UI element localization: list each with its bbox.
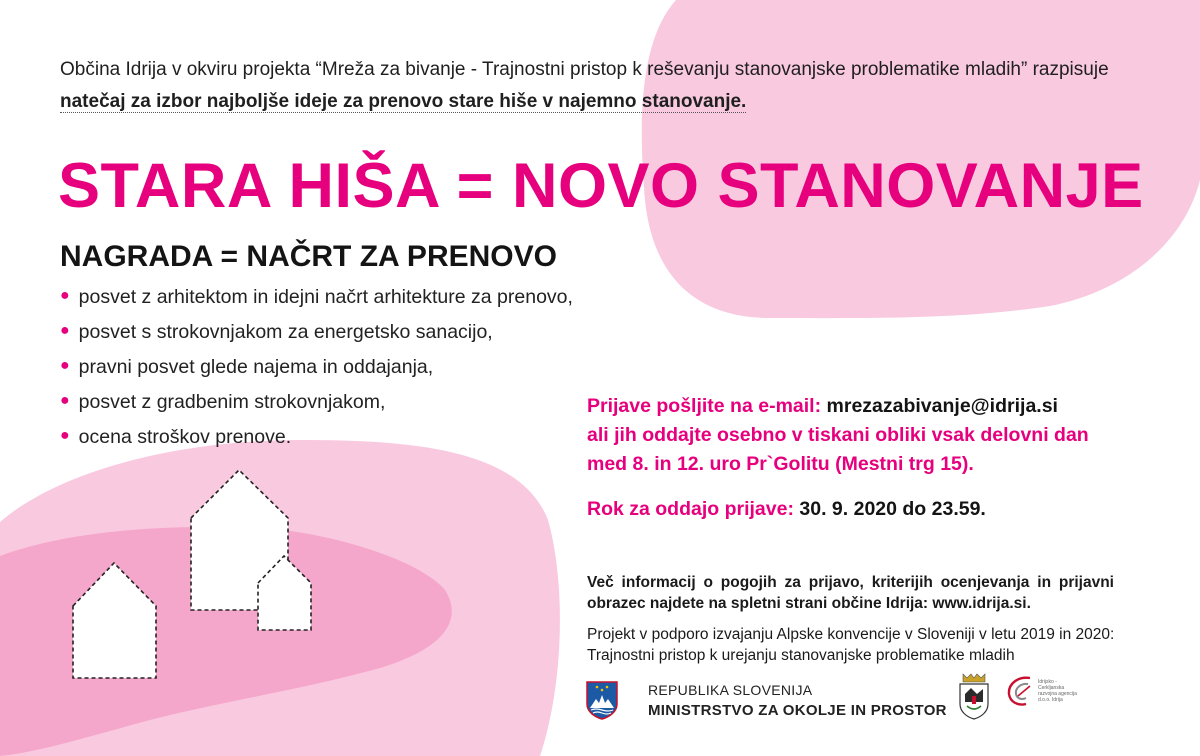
deadline-label: Rok za oddajo prijave: [587, 498, 794, 520]
deadline-value: 30. 9. 2020 do 23.59. [799, 498, 986, 520]
ministry-line-2: MINISTRSTVO ZA OKOLJE IN PROSTOR [648, 702, 947, 719]
application-info [587, 392, 1089, 479]
application-label: Prijave pošljite na e-mail: [587, 395, 822, 417]
bullet-icon: ● [60, 392, 70, 409]
intro-highlight: natečaj za izbor najboljše ideje za prenovo stare hiše v najemno stanovanje. [60, 91, 747, 112]
idrija-coat-of-arms-logo [957, 672, 991, 720]
ministry-line-1: REPUBLIKA SLOVENIJA [648, 682, 813, 698]
prize-title: NAGRADA = NAČRT ZA PRENOVO [60, 240, 557, 273]
application-line-3: med 8. in 12. uro Pr`Golitu (Mestni trg 15). [587, 453, 974, 475]
application-line-1 [587, 392, 1089, 421]
list-item: ● pravni posvet glede najema in oddajanja, [60, 356, 434, 378]
agency-caption: Idrijsko - Cerkljanska razvojna agencija d.o.o. Idrija [1038, 679, 1077, 703]
slovenia-crest-logo [585, 680, 619, 720]
application-line-2: ali jih oddajte osebno v tiskani obliki vsak delovni dan [587, 424, 1089, 446]
project-note: Projekt v podporo izvajanju Alpske konvencije v Sloveniji v letu 2019 in 2020: Trajnostni pristop k urejanju stanovanjske problematike mladih [587, 626, 1115, 664]
bullet-icon: ● [60, 357, 70, 374]
bullet-icon: ● [60, 287, 70, 304]
list-item: ● posvet z gradbenim strokovnjakom, [60, 391, 386, 413]
headline: STARA HIŠA = NOVO STANOVANJE [58, 151, 1144, 221]
intro-text: Občina Idrija v okviru projekta “Mreža za bivanje - Trajnostni pristop k reševanju stanovanjske problematike mladih” razpisuje [60, 59, 1109, 80]
list-item: ● posvet s strokovnjakom za energetsko sanacijo, [60, 321, 493, 343]
agency-logo [1004, 672, 1034, 714]
list-item: ● ocena stroškov prenove. [60, 426, 292, 448]
info-paragraph: Več informacij o pogojih za prijavo, kriterijih ocenjevanja in prijavni obrazec najdete na spletni strani občine Idrija: www.idrija.si. [587, 574, 1114, 612]
prize-list [60, 282, 573, 457]
email-link[interactable]: mrezazabivanje@idrija.si [826, 395, 1058, 417]
bullet-icon: ● [60, 427, 70, 444]
intro-paragraph [60, 54, 1150, 118]
list-item: ● posvet z arhitektom in idejni načrt arhitekture za prenovo, [60, 286, 573, 308]
deadline [587, 498, 986, 521]
bullet-icon: ● [60, 322, 70, 339]
